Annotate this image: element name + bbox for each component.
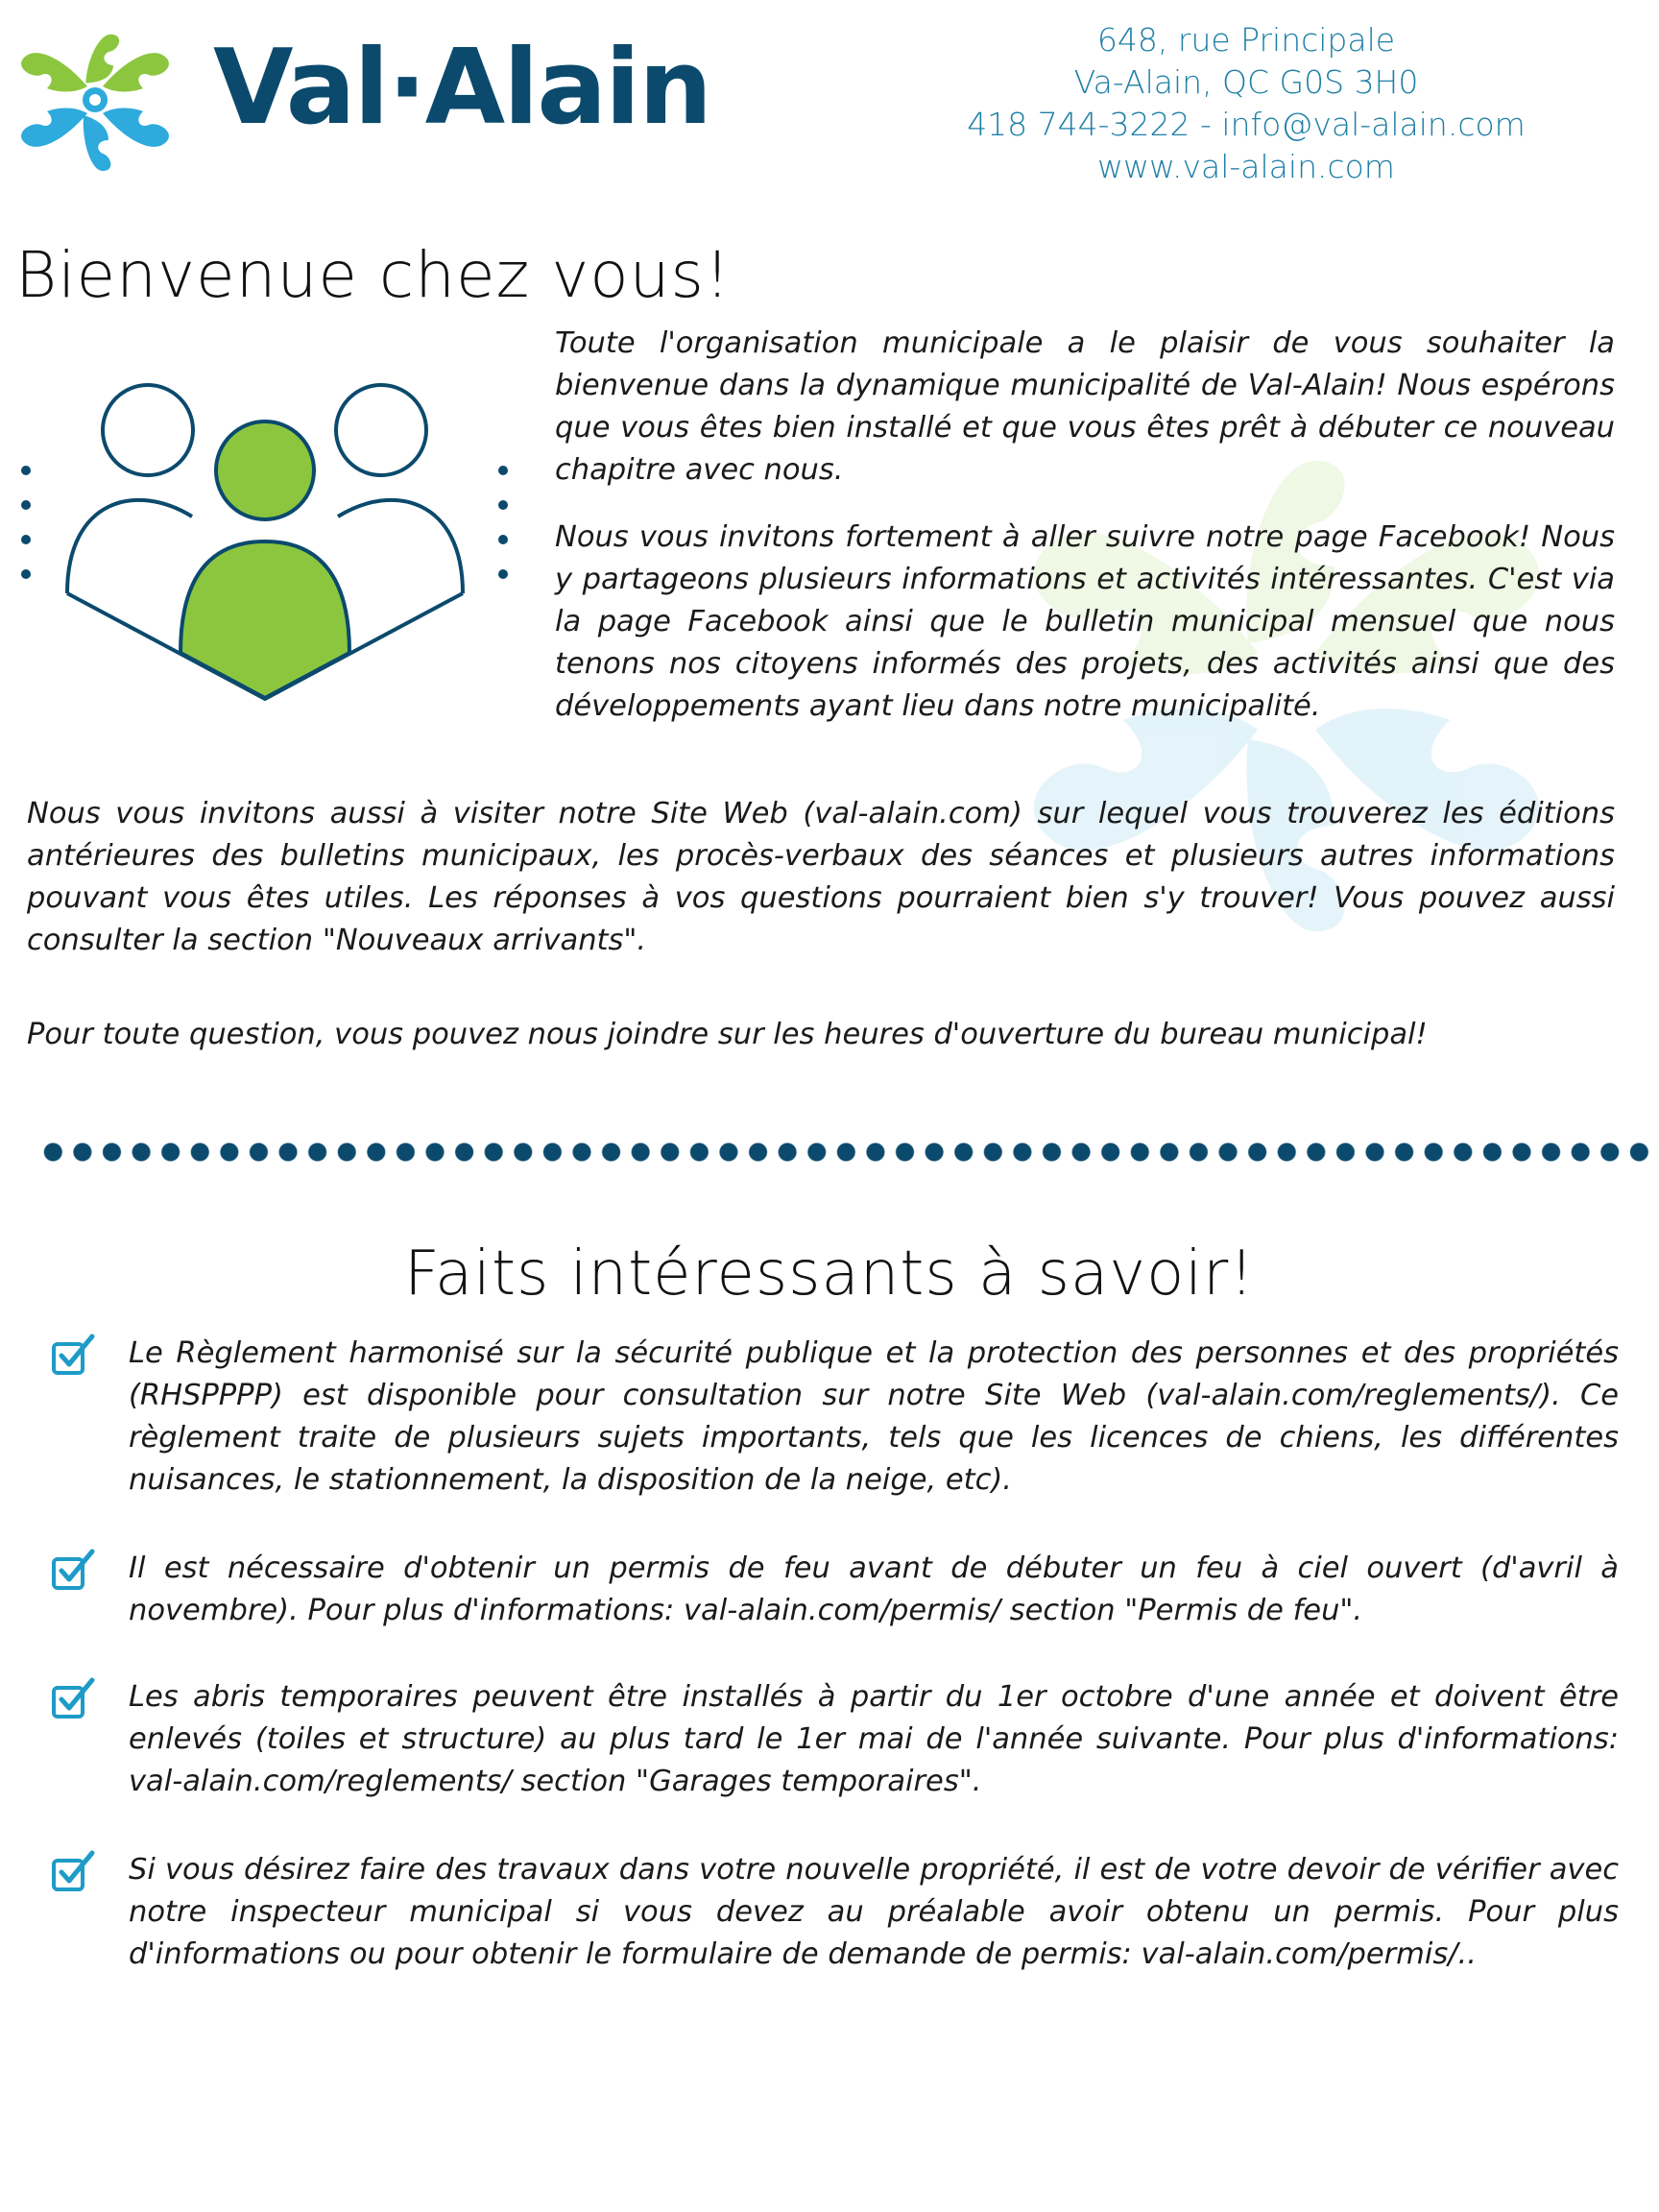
checkbox-checked-icon [50, 1333, 96, 1379]
welcome-paragraph-2: Nous vous invitons fortement à aller suivre notre page Facebook! Nous y partageons plusieurs informations et activités intéressantes. C'est via la page Facebook ainsi que le bulletin municipal mensuel que nous tenons nos citoyens informés des projets, des activités ainsi que des développements ayant lieu dans notre municipalité. [555, 520, 1615, 723]
welcome-heading: Bienvenue chez vous! [15, 238, 732, 312]
welcome-paragraph-3: Nous vous invitons aussi à visiter notre Site Web (val-alain.com) sur lequel vous trouverez les éditions antérieures des bulletins municipaux, les procès-verbaux des séances et plusieurs autres informations pouvant vous êtes utiles. Les réponses à vos questions pourraient bien s'y trouver! Vous pouvez aussi consulter la section "Nouveaux arrivants". [27, 797, 1615, 957]
dotted-divider [38, 1141, 1651, 1164]
community-people-icon [12, 374, 520, 710]
checkbox-checked-icon [50, 1548, 96, 1594]
welcome-paragraph-4: Pour toute question, vous pouvez nous joindre sur les heures d'ouverture du bureau municipal! [27, 1018, 1428, 1051]
address-line-2: Va-Alain, QC G0S 3H0 [1073, 63, 1419, 101]
fact-item-2: Il est nécessaire d'obtenir un permis de feu avant de débuter un feu à ciel ouvert (d'avril à novembre). Pour plus d'informations: val-alain.com/permis/ section "Permis de feu". [129, 1551, 1619, 1627]
phone-email[interactable]: 418 744-3222 - info@val-alain.com [967, 106, 1526, 143]
contact-block [910, 19, 1582, 188]
brand-name: Val·Alain [213, 28, 710, 148]
val-alain-logo-icon [17, 17, 173, 185]
fact-item-1: Le Règlement harmonisé sur la sécurité publique et la protection des personnes et des propriétés (RHSPPPP) est disponible pour consultation sur notre Site Web (val-alain.com/reglements/). Ce règlement traite de plusieurs sujets importants, tels que les licences de chiens, les différentes nuisances, le stationnement, la disposition de la neige, etc). [129, 1336, 1619, 1497]
facts-heading: Faits intéressants à savoir! [404, 1238, 1255, 1310]
fact-item-4: Si vous désirez faire des travaux dans votre nouvelle propriété, il est de votre devoir de vérifier avec notre inspecteur municipal si vous devez au préalable avoir obtenu un permis. Pour plus d'informations ou pour obtenir le formulaire de demande de permis: val-alain.com/permis/.. [129, 1853, 1619, 1971]
fact-item-3: Les abris temporaires peuvent être installés à partir du 1er octobre d'une année et doivent être enlevés (toiles et structure) au plus tard le 1er mai de l'année suivante. Pour plus d'informations: val-alain.com/reglements/ section "Garages temporaires". [129, 1680, 1619, 1798]
address-line-1: 648, rue Principale [1096, 21, 1396, 59]
welcome-paragraph-1: Toute l'organisation municipale a le plaisir de vous souhaiter la bienvenue dans la dynamique municipalité de Val-Alain! Nous espérons que vous êtes bien installé et que vous êtes prêt à débuter ce nouveau chapitre avec nous. [555, 326, 1615, 487]
website-link[interactable]: www.val-alain.com [1097, 148, 1395, 185]
checkbox-checked-icon [50, 1849, 96, 1895]
checkbox-checked-icon [50, 1676, 96, 1722]
